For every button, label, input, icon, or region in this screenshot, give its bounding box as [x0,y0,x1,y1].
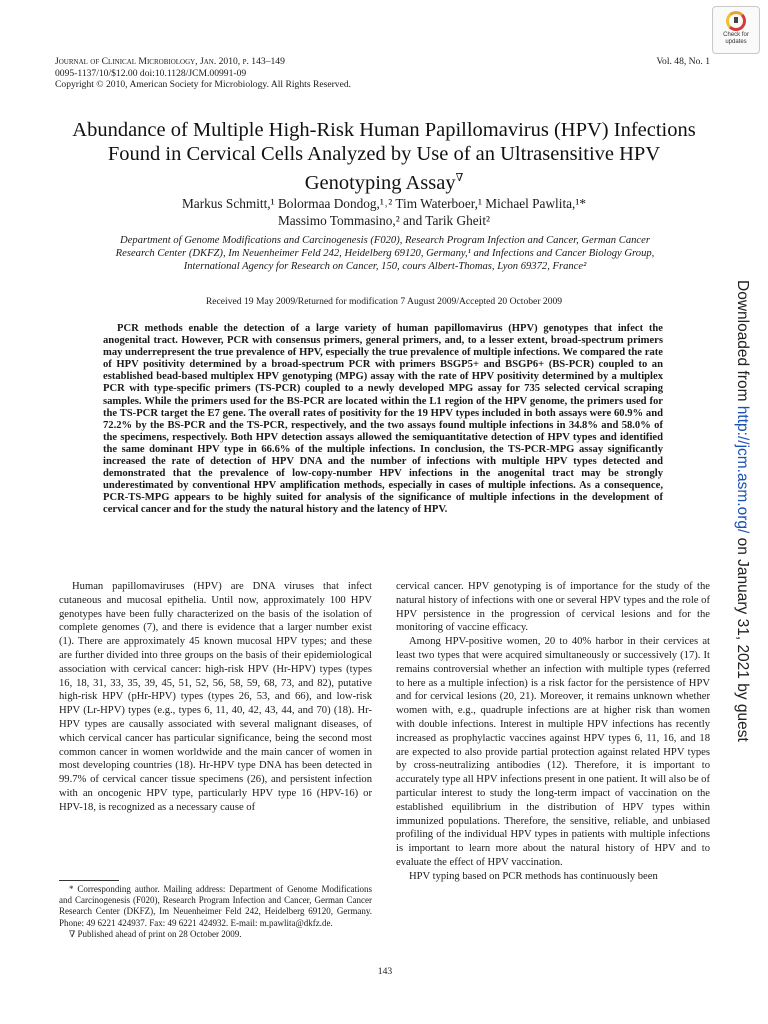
crossmark-icon [726,11,746,31]
footnote-divider [59,880,119,881]
download-prefix: Downloaded from [734,280,751,406]
copyright: Copyright © 2010, American Society for Microbiology. All Rights Reserved. [55,79,352,90]
page-number: 143 [377,966,393,977]
download-suffix: on January 31, 2021 by guest [734,533,751,742]
issn-doi: 0095-1137/10/$12.00 doi:10.1128/JCM.00991-09 [55,67,247,79]
body-paragraph: HPV typing based on PCR methods has continuously been [409,870,658,882]
title-mark: ∇ [455,172,464,184]
received-dates: Received 19 May 2009/Returned for modification 7 August 2009/Accepted 20 October 2009 [205,296,563,307]
authors [60,195,708,229]
body-paragraph: Among HPV-positive women, 20 to 40% harbor in their cervices at least two types that were acquired simultaneously or successively (17). It remains controversial whether an infection with multiple types (referred to here as a multiple infection) is a risk factor for the persistence of HPV and for cervical lesions (20, 21). Moreover, it remains unknown whether women with, e.g., quadruple infections are at higher risk than women with double infections. Interest in multiple HPV infections has recently increased as prophylactic vaccines against HPV types 6, 11, 16, and 18 are expected to also provide partial protection against related HPV types by cross-neutralizing antibodies (12). Therefore, it is important to accurately type all HPV infections present in one patient. It will also be of particular interest to study the long-term impact of vaccination on the established equilibrium in the distribution of HPV types within immunized populations. Therefore, the sensitive, reliable, and unbiased profiling of the individual HPV types in patients with multiple infections is important to learn more about the natural history of HPV and to evaluate the effect of HPV vaccination. [396,636,710,868]
corresponding-author-note: * Corresponding author. Mailing address: Department of Genome Modifications and Carcinogenesis (F020), Research Program Infection and Cancer, German Cancer Research Center (DKFZ), Im Neuenheimer Feld 242, Heidelberg 69120, Germany. Phone: 49 6221 424937. Fax: 49 6221 424932. E-mail: m.pawlita@dkfz.de. [59,884,372,928]
volume-issue: Vol. 48, No. 1 [656,56,710,67]
check-for-updates-badge[interactable] [712,6,760,54]
body-column-right [396,580,710,884]
download-sidebar [729,280,768,780]
published-note: ∇ Published ahead of print on 28 October 2009. [69,928,242,939]
footnotes [59,884,372,940]
authors-line2: Massimo Tommasino,² and Tarik Gheit² [277,213,491,228]
body-paragraph: cervical cancer. HPV genotyping is of importance for the study of the natural history of infections with one or several HPV types and the role of HPV persistence in the progression of cervical lesions and for the monitoring of vaccine efficacy. [396,581,710,634]
affiliations: Department of Genome Modifications and Carcinogenesis (F020), Research Program Infection and Cancer, German Cancer Research Center (DKFZ), Im Neuenheimer Feld 242, Heidelberg 69120, Germany,¹ and Infections and Cancer Biology Group, International Agency for Research on Cancer, 150, cours Albert-Thomas, Lyon 69372, France² [115,235,655,272]
journal-citation: Journal of Clinical Microbiology, Jan. 2010, p. 143–149 [55,56,285,67]
title-text: Abundance of Multiple High-Risk Human Papillomavirus (HPV) Infections Found in Cervical Cells Analyzed by Use of an Ultrasensitive HPV Genotyping Assay [72,119,696,194]
article-title [60,118,708,195]
badge-line2: updates [725,38,747,45]
body-column-left [59,580,372,815]
journal-header [55,56,415,91]
badge-line1: Check for [723,32,749,38]
download-notice [733,280,751,742]
body-paragraph: Human papillomaviruses (HPV) are DNA viruses that infect cutaneous and mucosal epithelia. Until now, approximately 100 HPV genotypes have been fully characterized on the basis of the isolation of complete genomes (7), and there is evidence that a larger number exist (1). There are approximately 45 known mucosal HPV types; and these are further divided into three groups on the basis of their epidemiological association with cervical cancer: high-risk HPV (Hr-HPV) types (types 16, 18, 31, 33, 35, 39, 45, 51, 52, 56, 58, 59, 68, 73, and 82), putative high-risk HPV (pHr-HPV) types (types 26, 53, and 66), and low-risk HPV (Lr-HPV) types (e.g., types 6, 11, 40, 42, 43, 44, and 70) (18). Hr-HPV types are causally associated with several malignant diseases, of which cervical cancer has particular significance, being the second most common cancer in women worldwide and the main cancer of women in most developing countries (18). Hr-HPV type DNA has been detected in 99.7% of cervical cancer tissue specimens (26), and persistent infection with an oncogenic HPV type, particularly HPV type 16 (HPV-16) or HPV-18, is recognized as a necessary cause of [59,581,372,813]
journal-link[interactable]: http://jcm.asm.org/ [734,405,751,534]
authors-line1: Markus Schmitt,¹ Bolormaa Dondog,¹˒² Tim Waterboer,¹ Michael Pawlita,¹* [181,196,586,211]
abstract: PCR methods enable the detection of a large variety of human papillomavirus (HPV) genotypes that infect the anogenital tract. However, PCR with consensus primers, general primers, and, to a lesser extent, broad-spectrum primers may underrepresent the true prevalence of HPV, especially the true prevalence of multiple infections. We compared the rate of HPV positivity determined by a broad-spectrum PCR with primers BSGP5+ and BSGP6+ (BS-PCR) coupled to an established bead-based multiplex HPV genotyping (MPG) assay with the rate of HPV positivity determined by a multiplex PCR with type-specific primers (TS-PCR) coupled to a newly developed MPG assay for 735 selected cervical scraping samples. While the primers used for the BS-PCR are located within the L1 region of the HPV genome, the primers used for the TS-PCR target the E7 gene. The overall rates of positivity for the 19 HPV types included in both assays were 60.9% and 72.2% by the BS-PCR and the TS-PCR, respectively, and the two assays found multiple infections in 34.8% and 58.0% of the specimens, respectively. Both HPV detection assays allowed the semiquantitative detection of HPV types and identified the same dominant HPV type in 66.6% of the multiple infections. In conclusion, the TS-PCR-MPG assay significantly increased the rate of detection of HPV DNA and the number of infections with multiple HPV types detected and demonstrated that the prevalence of low-copy-number HPV infections in the anogenital tract may be strongly underestimated by conventional HPV amplification methods, especially in cases of multiple infections. As a consequence, PCR-TS-MPG appears to be highly suited for analysis of the significance of multiple infections in the development of cervical cancer and for the study the natural history and the latency of HPV. [103,323,663,516]
